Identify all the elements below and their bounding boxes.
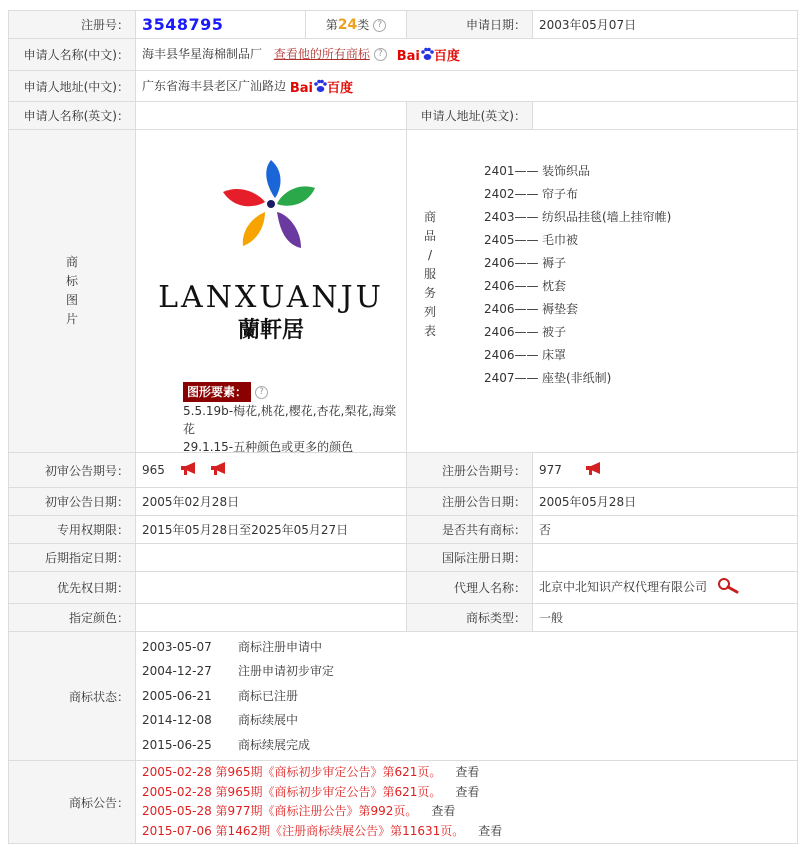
announcement-horn-icon[interactable] [584, 462, 604, 479]
goods-name: 褥垫套 [542, 302, 579, 316]
row-later-intl [9, 544, 798, 572]
agent-value: 北京中北知识产权代理有限公司 [539, 580, 708, 594]
reg-date-value: 2005年05月28日 [533, 488, 798, 516]
goods-code: 2406—— [484, 279, 539, 293]
status-date: 2005-06-21 [142, 688, 212, 703]
view-link[interactable]: 查看 [455, 765, 480, 779]
goods-item [484, 298, 671, 321]
reg-no-value [136, 11, 306, 39]
reg-date-label: 注册公告日期： [407, 488, 533, 516]
goods-name: 座垫(非纸制) [542, 371, 612, 385]
goods-code: 2401—— [484, 164, 539, 178]
announcement-text: 2005-02-28 第965期《商标初步审定公告》第621页。 [142, 784, 442, 799]
status-text: 商标续展中 [238, 713, 299, 728]
apply-date-value: 2003年05月07日 [533, 11, 798, 39]
logo-center [267, 200, 275, 208]
status-item [142, 733, 791, 758]
goods-name: 褥子 [542, 256, 567, 270]
applicant-cn-value-cell [136, 39, 798, 71]
row-address-cn [9, 71, 798, 102]
logo-chinese: 蘭軒居 [237, 317, 305, 342]
logo-side-char: 片 [66, 312, 79, 326]
goods-item [484, 252, 671, 275]
goods-cell [407, 130, 798, 453]
goods-item [484, 229, 671, 252]
figure-element-item: 5.5.19b-梅花,桃花,樱花,杏花,梨花,海棠花 [183, 404, 397, 436]
trademark-logo-image [136, 142, 407, 342]
row-reg-no [9, 11, 798, 39]
goods-name: 枕套 [542, 279, 567, 293]
logo-petal-green [277, 186, 315, 205]
type-label: 商标类型： [407, 604, 533, 632]
logo-side-char: 商 [66, 255, 79, 269]
color-label: 指定颜色： [9, 604, 136, 632]
logo-petal-purple [277, 212, 301, 248]
status-date: 2004-12-27 [142, 664, 212, 679]
row-applicant-en [9, 102, 798, 130]
goods-name: 装饰织品 [542, 164, 591, 178]
goods-item [484, 367, 671, 390]
baidu-search-button[interactable] [290, 77, 353, 96]
announcement-item [142, 783, 791, 803]
shared-value: 否 [533, 516, 798, 544]
figure-element-item: 29.1.15-五种颜色或更多的颜色 [183, 440, 354, 454]
status-label: 商标状态： [9, 632, 136, 761]
apply-date-label: 申请日期： [407, 11, 533, 39]
announcement-text: 2005-02-28 第965期《商标初步审定公告》第621页。 [142, 765, 442, 779]
goods-side-char: 务 [424, 286, 437, 300]
announcement-text: 2015-07-06 第1462期《注册商标续展公告》第11631页。 [142, 823, 465, 838]
goods-code: 2403—— [484, 210, 539, 224]
type-value: 一般 [533, 604, 798, 632]
baidu-text: Bai [289, 80, 313, 96]
priority-label: 优先权日期： [9, 572, 136, 604]
row-applicant-cn [9, 39, 798, 71]
search-icon[interactable] [717, 578, 739, 597]
logo-side-label-cell [9, 130, 136, 453]
prelim-no-cell [136, 453, 407, 488]
class-cell [306, 11, 407, 39]
row-logo-goods [9, 130, 798, 453]
goods-name: 床罩 [542, 348, 567, 362]
goods-code: 2402—— [484, 187, 539, 201]
agent-cell [533, 572, 798, 604]
goods-list [484, 160, 671, 390]
applicant-en-value [136, 102, 407, 130]
goods-item [484, 206, 671, 229]
applicant-cn-label: 申请人名称(中文)： [9, 39, 136, 71]
period-label: 专用权期限： [9, 516, 136, 544]
goods-side-char: / [427, 248, 433, 262]
goods-side-char: 服 [424, 267, 437, 281]
announcement-item [142, 802, 791, 822]
goods-name: 被子 [542, 325, 567, 339]
goods-item [484, 275, 671, 298]
view-link[interactable]: 查看 [455, 784, 480, 799]
reg-number: 3548795 [142, 15, 224, 34]
status-item [142, 635, 791, 660]
status-text: 商标已注册 [238, 688, 299, 703]
address-cn-value: 广东省海丰县老区广汕路边 [142, 78, 287, 93]
status-text: 商标注册申请中 [238, 639, 323, 654]
reg-pub-no-cell [533, 453, 798, 488]
announcement-item [142, 822, 791, 842]
intl-date-label: 国际注册日期： [407, 544, 533, 572]
goods-code: 2406—— [484, 325, 539, 339]
prelim-date-label: 初审公告日期： [9, 488, 136, 516]
figure-elements [183, 382, 406, 456]
view-link[interactable]: 查看 [478, 823, 503, 838]
announcement-text: 2005-05-28 第977期《商标注册公告》第992页。 [142, 804, 418, 818]
view-link[interactable]: 查看 [431, 804, 456, 818]
goods-side-char: 列 [424, 305, 437, 319]
logo-petal-blue [266, 160, 280, 198]
goods-code: 2406—— [484, 348, 539, 362]
view-all-trademarks-link[interactable]: 查看他的所有商标 [273, 47, 370, 61]
class-number: 24 [337, 17, 358, 33]
baidu-text-cn: 百度 [433, 49, 460, 64]
goods-code: 2406—— [484, 256, 539, 270]
row-color-type [9, 604, 798, 632]
goods-code: 2405—— [484, 233, 539, 247]
row-rights-period [9, 516, 798, 544]
address-en-label: 申请人地址(英文)： [407, 102, 533, 130]
logo-side-char: 图 [66, 293, 79, 307]
goods-item [484, 160, 671, 183]
goods-side-char: 表 [424, 324, 437, 338]
goods-code: 2406—— [484, 302, 539, 316]
announcement-item [142, 763, 791, 783]
status-item [142, 684, 791, 709]
status-date: 2015-06-25 [142, 737, 212, 752]
class-prefix: 第 [325, 18, 338, 32]
goods-name: 帘子布 [542, 187, 579, 201]
logo-petal-red [223, 189, 265, 206]
reg-pub-no-value: 977 [539, 462, 562, 477]
prelim-no-label: 初审公告期号： [9, 453, 136, 488]
row-status [9, 632, 798, 761]
logo-side-label [66, 253, 78, 329]
reg-no-label: 注册号： [9, 11, 136, 39]
address-cn-label: 申请人地址(中文)： [9, 71, 136, 102]
agent-label: 代理人名称： [407, 572, 533, 604]
announcement-horn-icon[interactable] [209, 462, 229, 479]
goods-side-label [424, 208, 436, 341]
status-text: 注册申请初步审定 [238, 664, 335, 679]
applicant-cn-name: 海丰县华星海棉制品厂 [142, 47, 263, 61]
period-value: 2015年05月28日至2025年05月27日 [136, 516, 407, 544]
status-item [142, 708, 791, 733]
logo-side-char: 标 [66, 274, 79, 288]
row-priority-agent [9, 572, 798, 604]
logo-petal-orange [243, 212, 265, 246]
row-announcements [9, 761, 798, 844]
baidu-text-cn: 百度 [326, 80, 353, 96]
status-text: 商标续展完成 [238, 737, 311, 752]
logo-cell [136, 130, 407, 453]
baidu-search-button[interactable] [397, 45, 460, 64]
status-list [136, 632, 798, 761]
applicant-en-label: 申请人名称(英文)： [9, 102, 136, 130]
shared-label: 是否共有商标： [407, 516, 533, 544]
row-pub-date [9, 488, 798, 516]
goods-side-char: 商 [424, 210, 437, 224]
goods-side-char: 品 [424, 229, 437, 243]
help-icon[interactable]: ? [374, 48, 387, 61]
goods-item [484, 321, 671, 344]
intl-date-value [533, 544, 798, 572]
priority-value [136, 572, 407, 604]
help-icon[interactable]: ? [255, 386, 268, 399]
baidu-paw-icon [420, 47, 434, 61]
later-date-value [136, 544, 407, 572]
row-pub-no [9, 453, 798, 488]
prelim-no-value: 965 [142, 462, 165, 477]
color-value [136, 604, 407, 632]
help-icon[interactable]: ? [373, 19, 386, 32]
address-cn-value-cell [136, 71, 798, 102]
status-date: 2014-12-08 [142, 713, 212, 728]
prelim-date-value: 2005年02月28日 [136, 488, 407, 516]
figure-elements-title: 图形要素： [183, 382, 251, 402]
status-date: 2003-05-07 [142, 639, 212, 654]
baidu-text: Bai [396, 49, 420, 64]
goods-name: 毛巾被 [542, 233, 579, 247]
goods-name: 纺织品挂毯(墙上挂帘帷) [542, 210, 672, 224]
announcement-horn-icon[interactable] [179, 462, 199, 479]
status-item [142, 659, 791, 684]
logo-wordmark: LANXUANJU [158, 280, 384, 315]
goods-code: 2407—— [484, 371, 539, 385]
announcements-list [136, 761, 798, 844]
trademark-detail-table [8, 10, 798, 844]
baidu-paw-icon [313, 79, 327, 93]
goods-item [484, 344, 671, 367]
later-date-label: 后期指定日期： [9, 544, 136, 572]
reg-pub-no-label: 注册公告期号： [407, 453, 533, 488]
goods-item [484, 183, 671, 206]
address-en-value [533, 102, 798, 130]
announcements-label: 商标公告： [9, 761, 136, 844]
class-suffix: 类 [357, 18, 370, 32]
